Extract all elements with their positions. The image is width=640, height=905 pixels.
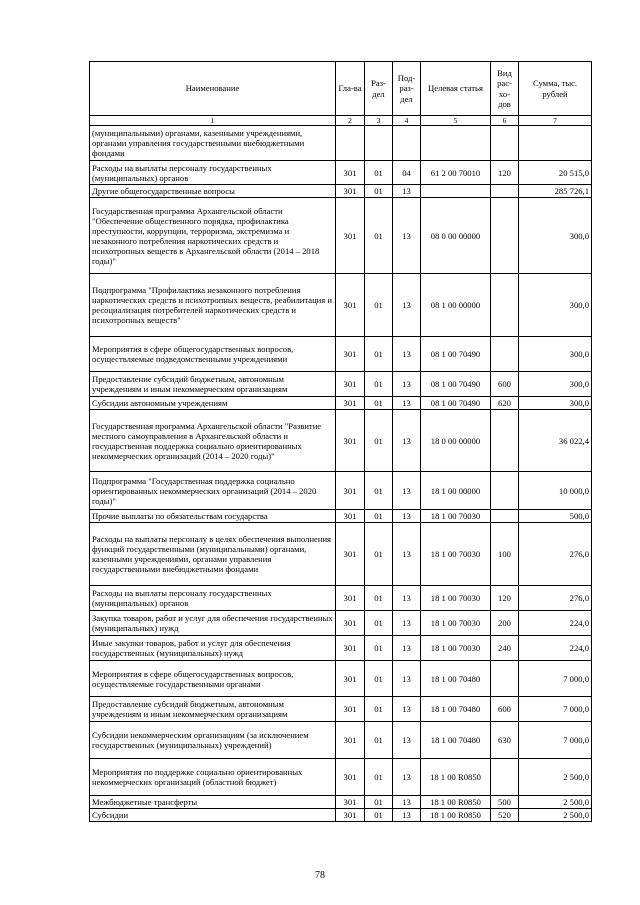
column-number: 1: [90, 116, 336, 126]
cell-expense-type: 600: [491, 372, 519, 397]
cell-subsection: 13: [393, 337, 421, 372]
table-body: [90, 126, 592, 822]
column-number: 6: [491, 116, 519, 126]
table-row: [90, 372, 592, 397]
cell-amount: 36 022,4: [519, 410, 592, 472]
cell-subsection: 13: [393, 472, 421, 510]
cell-name: Расходы на выплаты персоналу государственных (муниципальных) органов: [90, 161, 336, 185]
cell-section: 01: [365, 185, 393, 198]
cell-chapter: 301: [336, 759, 365, 796]
cell-expense-type: 520: [491, 809, 519, 822]
cell-section: 01: [365, 611, 393, 636]
cell-expense-type: 240: [491, 636, 519, 661]
cell-target: 18 1 00 70030: [421, 510, 491, 523]
cell-expense-type: [491, 510, 519, 523]
table-row: [90, 185, 592, 198]
cell-subsection: 13: [393, 410, 421, 472]
cell-amount: 300,0: [519, 274, 592, 337]
cell-name: Мероприятия в сфере общегосударственных вопросов, осуществляемые подведомственными учреждениями: [90, 337, 336, 372]
cell-section: 01: [365, 809, 393, 822]
cell-name: Субсидии автономным учреждениям: [90, 397, 336, 410]
header-row: [90, 62, 592, 116]
table-row: [90, 198, 592, 274]
column-number-row: [90, 116, 592, 126]
cell-amount: 300,0: [519, 337, 592, 372]
page-number: 78: [315, 870, 325, 881]
header-section: Раз-дел: [365, 62, 393, 116]
table-row: [90, 337, 592, 372]
cell-expense-type: [491, 185, 519, 198]
cell-target: 08 0 00 00000: [421, 198, 491, 274]
cell-target: 18 1 00 70030: [421, 611, 491, 636]
cell-chapter: 301: [336, 274, 365, 337]
cell-name: Государственная программа Архангельской области "Обеспечение общественного порядка, профилактика преступности, коррупции, терроризма, экстремизма и незаконного потребления наркотических средств и психотропных веществ в Архангельской области (2014 – 2018 годы)": [90, 198, 336, 274]
cell-chapter: [336, 126, 365, 161]
cell-name: Предоставление субсидий бюджетным, автономным учреждениям и иным некоммерческим организациям: [90, 372, 336, 397]
table-row: [90, 397, 592, 410]
cell-amount: 7 000,0: [519, 661, 592, 697]
cell-target: 18 1 00 R0850: [421, 759, 491, 796]
cell-amount: [519, 126, 592, 161]
cell-amount: 2 500,0: [519, 796, 592, 809]
table-row: [90, 661, 592, 697]
cell-chapter: 301: [336, 697, 365, 722]
cell-expense-type: [491, 126, 519, 161]
column-number: 2: [336, 116, 365, 126]
cell-subsection: 13: [393, 586, 421, 611]
cell-chapter: 301: [336, 809, 365, 822]
cell-section: 01: [365, 274, 393, 337]
cell-chapter: 301: [336, 523, 365, 586]
cell-chapter: 301: [336, 185, 365, 198]
table-row: [90, 697, 592, 722]
cell-section: 01: [365, 198, 393, 274]
cell-amount: 7 000,0: [519, 697, 592, 722]
cell-section: 01: [365, 161, 393, 185]
header-name: Наименование: [90, 62, 336, 116]
table-row: [90, 611, 592, 636]
cell-section: 01: [365, 636, 393, 661]
cell-section: 01: [365, 337, 393, 372]
cell-amount: 10 000,0: [519, 472, 592, 510]
table-row: [90, 586, 592, 611]
cell-name: Субсидии: [90, 809, 336, 822]
column-number: 7: [519, 116, 592, 126]
cell-expense-type: 200: [491, 611, 519, 636]
cell-amount: 500,0: [519, 510, 592, 523]
cell-section: 01: [365, 410, 393, 472]
cell-subsection: 13: [393, 636, 421, 661]
cell-section: 01: [365, 722, 393, 759]
cell-amount: 224,0: [519, 611, 592, 636]
cell-chapter: 301: [336, 397, 365, 410]
table-row: [90, 523, 592, 586]
cell-name: Предоставление субсидий бюджетным, автономным учреждениям и иным некоммерческим организациям: [90, 697, 336, 722]
cell-subsection: 13: [393, 809, 421, 822]
cell-target: 18 1 00 70030: [421, 523, 491, 586]
cell-target: 18 0 00 00000: [421, 410, 491, 472]
cell-subsection: 13: [393, 722, 421, 759]
cell-expense-type: [491, 337, 519, 372]
cell-chapter: 301: [336, 510, 365, 523]
cell-name: Подпрограмма "Профилактика незаконного потребления наркотических средств и психотропных веществ, реабилитация и ресоциализация потребителей наркотических средств и психотропных веществ": [90, 274, 336, 337]
header-chapter: Гла-ва: [336, 62, 365, 116]
cell-name: Государственная программа Архангельской области "Развитие местного самоуправления в Архангельской области и государственная поддержка социально ориентированных некоммерческих организаций (2014 – 2020 годы)": [90, 410, 336, 472]
cell-target: 61 2 00 70010: [421, 161, 491, 185]
cell-chapter: 301: [336, 161, 365, 185]
table-row: [90, 796, 592, 809]
cell-target: 08 1 00 70490: [421, 397, 491, 410]
cell-target: [421, 185, 491, 198]
cell-expense-type: [491, 472, 519, 510]
cell-target: 18 1 00 70030: [421, 636, 491, 661]
column-number: 5: [421, 116, 491, 126]
cell-expense-type: 100: [491, 523, 519, 586]
cell-expense-type: 120: [491, 586, 519, 611]
cell-target: 08 1 00 70490: [421, 337, 491, 372]
cell-subsection: 13: [393, 372, 421, 397]
column-number: 3: [365, 116, 393, 126]
cell-target: [421, 126, 491, 161]
cell-section: 01: [365, 661, 393, 697]
header-subsection: Под-раз-дел: [393, 62, 421, 116]
header-amount: Сумма, тыс. рублей: [519, 62, 592, 116]
cell-amount: 7 000,0: [519, 722, 592, 759]
cell-section: 01: [365, 759, 393, 796]
cell-chapter: 301: [336, 472, 365, 510]
cell-subsection: 04: [393, 161, 421, 185]
cell-subsection: 13: [393, 611, 421, 636]
cell-subsection: 13: [393, 510, 421, 523]
cell-chapter: 301: [336, 198, 365, 274]
cell-section: 01: [365, 372, 393, 397]
cell-name: Подпрограмма "Государственная поддержка социально ориентированных некоммерческих организаций (2014 – 2020 годы)": [90, 472, 336, 510]
cell-subsection: 13: [393, 661, 421, 697]
cell-expense-type: 120: [491, 161, 519, 185]
cell-target: 18 1 00 70480: [421, 722, 491, 759]
cell-amount: 2 500,0: [519, 809, 592, 822]
cell-name: Прочие выплаты по обязательствам государства: [90, 510, 336, 523]
cell-section: 01: [365, 510, 393, 523]
table-row: [90, 410, 592, 472]
cell-target: 08 1 00 00000: [421, 274, 491, 337]
cell-subsection: 13: [393, 523, 421, 586]
cell-subsection: 13: [393, 397, 421, 410]
cell-expense-type: [491, 759, 519, 796]
cell-amount: 300,0: [519, 198, 592, 274]
cell-expense-type: 630: [491, 722, 519, 759]
cell-name: Мероприятия по поддержке социально ориентированных некоммерческих организаций (областной бюджет): [90, 759, 336, 796]
header-expense-type: Вид рас-хо-дов: [491, 62, 519, 116]
cell-section: 01: [365, 397, 393, 410]
table-row: [90, 161, 592, 185]
cell-name: Другие общегосударственные вопросы: [90, 185, 336, 198]
cell-subsection: 13: [393, 185, 421, 198]
cell-name: Закупка товаров, работ и услуг для обеспечения государственных (муниципальных) нужд: [90, 611, 336, 636]
cell-amount: 2 500,0: [519, 759, 592, 796]
table-row: [90, 809, 592, 822]
cell-chapter: 301: [336, 661, 365, 697]
table-row: [90, 722, 592, 759]
cell-target: 08 1 00 70490: [421, 372, 491, 397]
cell-section: 01: [365, 697, 393, 722]
cell-expense-type: 500: [491, 796, 519, 809]
cell-expense-type: 600: [491, 697, 519, 722]
budget-table: [89, 61, 592, 822]
cell-target: 18 1 00 70480: [421, 697, 491, 722]
table-row: [90, 472, 592, 510]
cell-section: 01: [365, 586, 393, 611]
cell-subsection: 13: [393, 697, 421, 722]
cell-section: 01: [365, 472, 393, 510]
cell-amount: 285 726,1: [519, 185, 592, 198]
cell-name: Расходы на выплаты персоналу в целях обеспечения выполнения функций государственными (муниципальными) органами, казенными учреждениями, органами управления государственными внебюджетными фондами: [90, 523, 336, 586]
cell-amount: 224,0: [519, 636, 592, 661]
cell-subsection: 13: [393, 198, 421, 274]
cell-name: Иные закупки товаров, работ и услуг для обеспечения государственных (муниципальных) нужд: [90, 636, 336, 661]
cell-chapter: 301: [336, 337, 365, 372]
cell-chapter: 301: [336, 410, 365, 472]
cell-target: 18 1 00 00000: [421, 472, 491, 510]
cell-amount: 20 515,0: [519, 161, 592, 185]
cell-name: (муниципальными) органами, казенными учреждениями, органами управления государственными внебюджетными фондами: [90, 126, 336, 161]
cell-name: Межбюджетные трансферты: [90, 796, 336, 809]
cell-subsection: 13: [393, 759, 421, 796]
table-row: [90, 126, 592, 161]
table-row: [90, 636, 592, 661]
column-number: 4: [393, 116, 421, 126]
cell-amount: 276,0: [519, 523, 592, 586]
cell-amount: 276,0: [519, 586, 592, 611]
cell-target: 18 1 00 R0850: [421, 796, 491, 809]
cell-chapter: 301: [336, 636, 365, 661]
cell-expense-type: [491, 274, 519, 337]
cell-section: [365, 126, 393, 161]
cell-amount: 300,0: [519, 397, 592, 410]
table-row: [90, 274, 592, 337]
cell-section: 01: [365, 796, 393, 809]
cell-name: Субсидии некоммерческим организациям (за исключением государственных (муниципальных) учреждений): [90, 722, 336, 759]
cell-chapter: 301: [336, 372, 365, 397]
cell-amount: 300,0: [519, 372, 592, 397]
cell-subsection: [393, 126, 421, 161]
cell-name: Мероприятия в сфере общегосударственных вопросов, осуществляемые государственными органами: [90, 661, 336, 697]
table-row: [90, 759, 592, 796]
cell-section: 01: [365, 523, 393, 586]
cell-chapter: 301: [336, 611, 365, 636]
cell-subsection: 13: [393, 796, 421, 809]
cell-target: 18 1 00 R0850: [421, 809, 491, 822]
cell-target: 18 1 00 70480: [421, 661, 491, 697]
cell-expense-type: 620: [491, 397, 519, 410]
cell-expense-type: [491, 410, 519, 472]
cell-name: Расходы на выплаты персоналу государственных (муниципальных) органов: [90, 586, 336, 611]
cell-expense-type: [491, 661, 519, 697]
cell-expense-type: [491, 198, 519, 274]
header-target: Целевая статья: [421, 62, 491, 116]
cell-chapter: 301: [336, 796, 365, 809]
cell-chapter: 301: [336, 722, 365, 759]
cell-chapter: 301: [336, 586, 365, 611]
cell-subsection: 13: [393, 274, 421, 337]
table-row: [90, 510, 592, 523]
cell-target: 18 1 00 70030: [421, 586, 491, 611]
